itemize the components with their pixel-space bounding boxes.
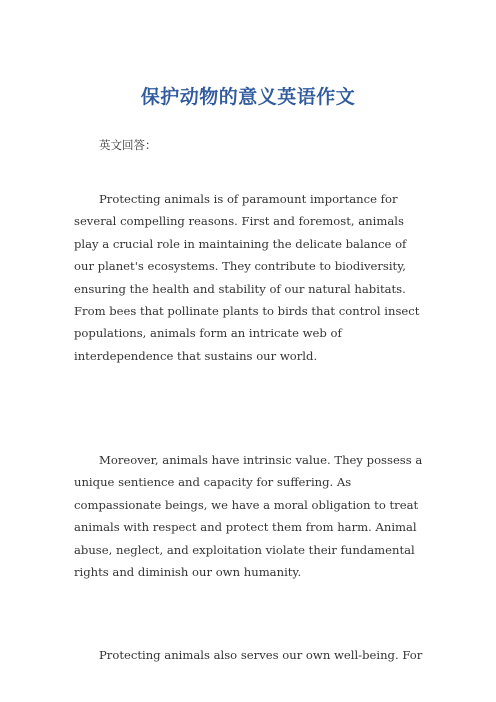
document-title: 保护动物的意义英语作文 xyxy=(140,86,356,108)
body-paragraph-1: Protecting animals is of paramount importance for several compelling reasons. First and foremost, animals play a crucial role in maintaining the delicate balance of our planet's ecosystems. They contribute to biodiversity, ensuring the health and stability of our natural habitats. From bees that pollinate plants to birds that control insect populations, animals form an intricate web of interdependence that sustains our world. xyxy=(74,192,420,363)
body-paragraph-3: Protecting animals also serves our own well-being. For xyxy=(99,648,423,662)
section-label: 英文回答： xyxy=(99,138,157,152)
body-paragraph-2: Moreover, animals have intrinsic value. They possess a unique sentience and capacity for suffering. As compassionate beings, we have a moral obligation to treat animals with respect and protect them from harm. Animal abuse, neglect, and exploitation violate their fundamental rights and diminish our own humanity. xyxy=(74,453,423,580)
